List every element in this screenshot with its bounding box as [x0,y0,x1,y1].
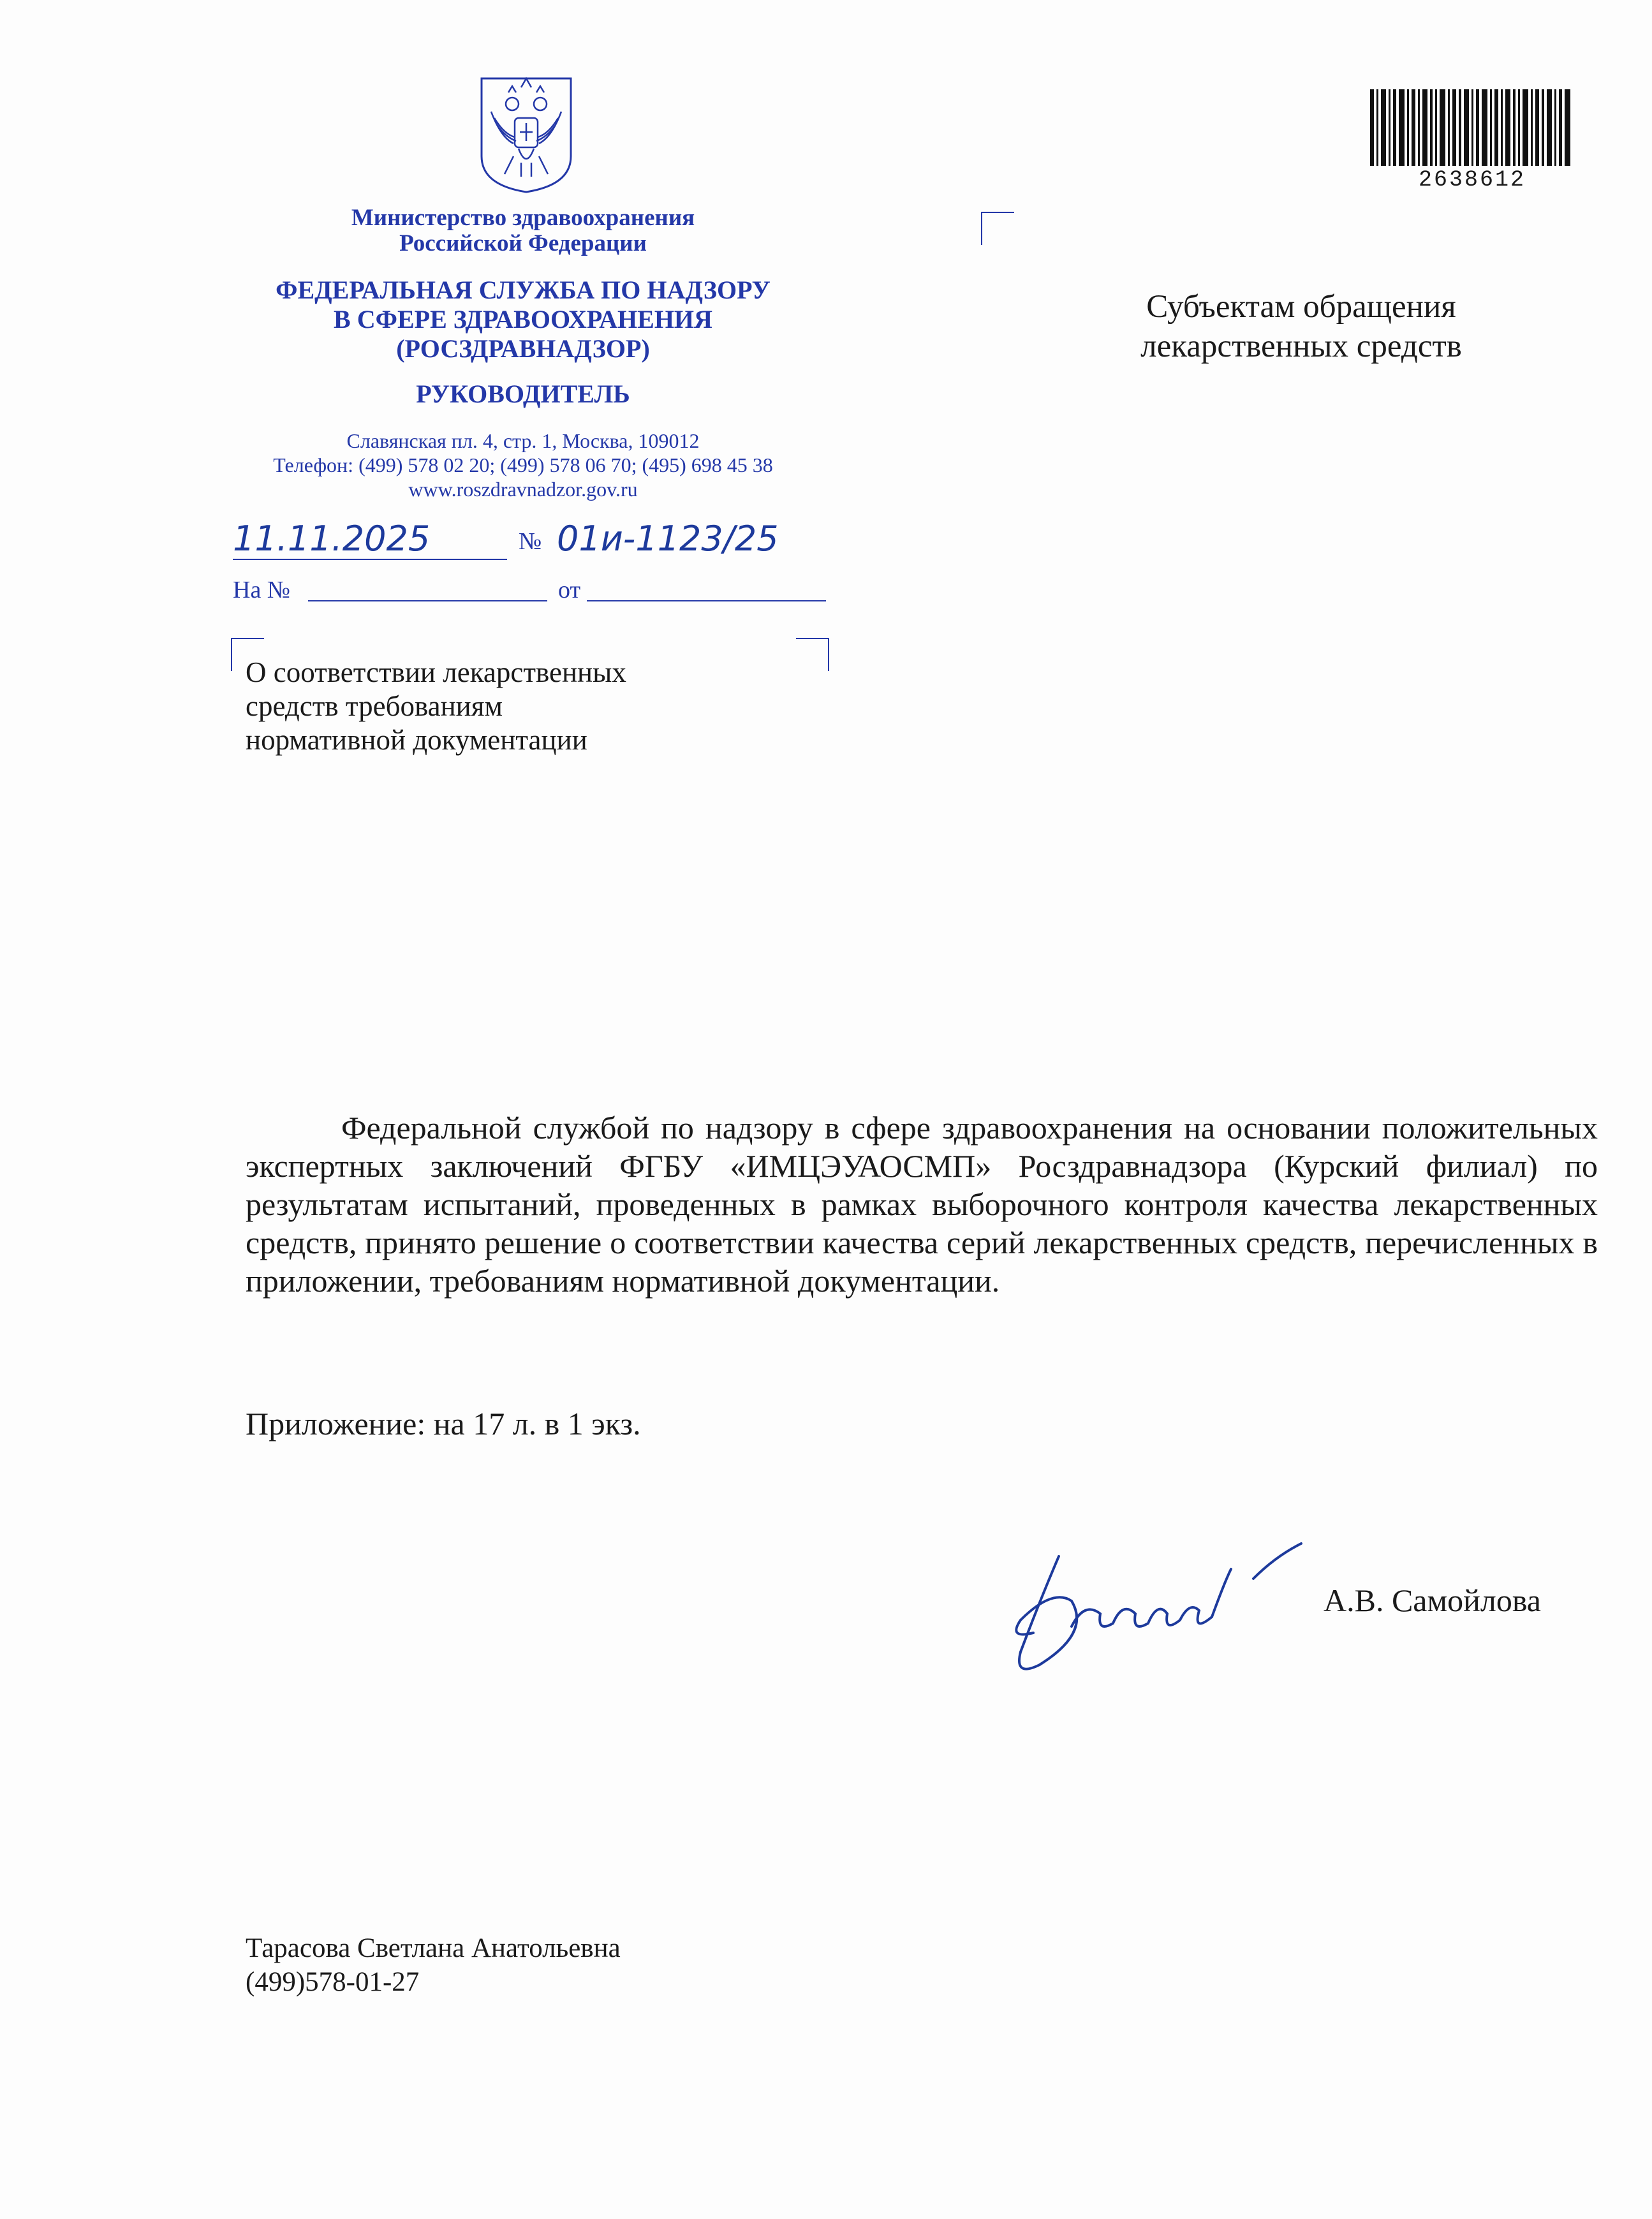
head-title: РУКОВОДИТЕЛЬ [416,380,630,408]
addressee [1046,287,1556,366]
website: www.roszdravnadzor.gov.ru [408,478,638,501]
handwritten-signature-icon [995,1505,1352,1690]
barcode-icon [1370,89,1574,173]
coat-of-arms-emblem [469,73,584,195]
service-line-1: ФЕДЕРАЛЬНАЯ СЛУЖБА ПО НАДЗОРУ [276,276,771,304]
letter-subject [246,656,756,757]
ministry-line-2: Российской Федерации [399,230,647,256]
reference-date-blank [587,600,826,601]
reference-label: На № [233,577,291,603]
registration-number-label: № [519,528,542,555]
reference-number-blank [308,600,547,601]
subject-line-2: средств требованиям [246,690,503,722]
service-line-3: (РОСЗДРАВНАДЗОР) [396,334,650,363]
addressee-bracket [981,212,1014,245]
executor-phone: (499)578-01-27 [246,1967,420,1997]
subject-line-1: О соответствии лекарственных [246,656,626,688]
attachment-note: Приложение: на 17 л. в 1 экз. [246,1406,641,1441]
phone-numbers: Телефон: (499) 578 02 20; (499) 578 06 70; (495) 698 45 38 [273,453,773,476]
signer-name: А.В. Самойлова [1324,1582,1541,1618]
addressee-line-1: Субъектам обращения [1146,289,1456,325]
service-name [191,276,855,364]
subject-bracket-right [796,638,829,671]
reference-from-label: от [558,577,581,603]
address: Славянская пл. 4, стр. 1, Москва, 109012 [346,429,700,452]
ministry-line-1: Министерство здравоохранения [351,205,695,231]
executor-name: Тарасова Светлана Анатольевна [246,1933,621,1963]
registration-date: 11.11.2025 [233,519,507,560]
subject-line-3: нормативной документации [246,724,587,756]
executor-contact [246,1931,621,1999]
addressee-line-2: лекарственных средств [1140,328,1462,364]
contact-block [191,429,855,501]
body-paragraph: Федеральной службой по надзору в сфере здравоохранения на основании положительных экспертных заключений ФГБУ «ИМЦЭУАОСМП» Росздравнадзора (Курский филиал) по результатам испытаний, проведенных в рамках выборочного контроля качества лекарственных средств, принято решение о соответствии качества серий лекарственных средств, перечисленных в приложении, требованиям нормативной документации. [246,1110,1598,1299]
barcode-number: 2638612 [1418,167,1526,193]
service-line-2: В СФЕРЕ ЗДРАВООХРАНЕНИЯ [334,305,712,334]
registration-number: 01и-1123/25 [557,519,779,559]
ministry-name [191,205,855,256]
reference-line [233,576,581,604]
